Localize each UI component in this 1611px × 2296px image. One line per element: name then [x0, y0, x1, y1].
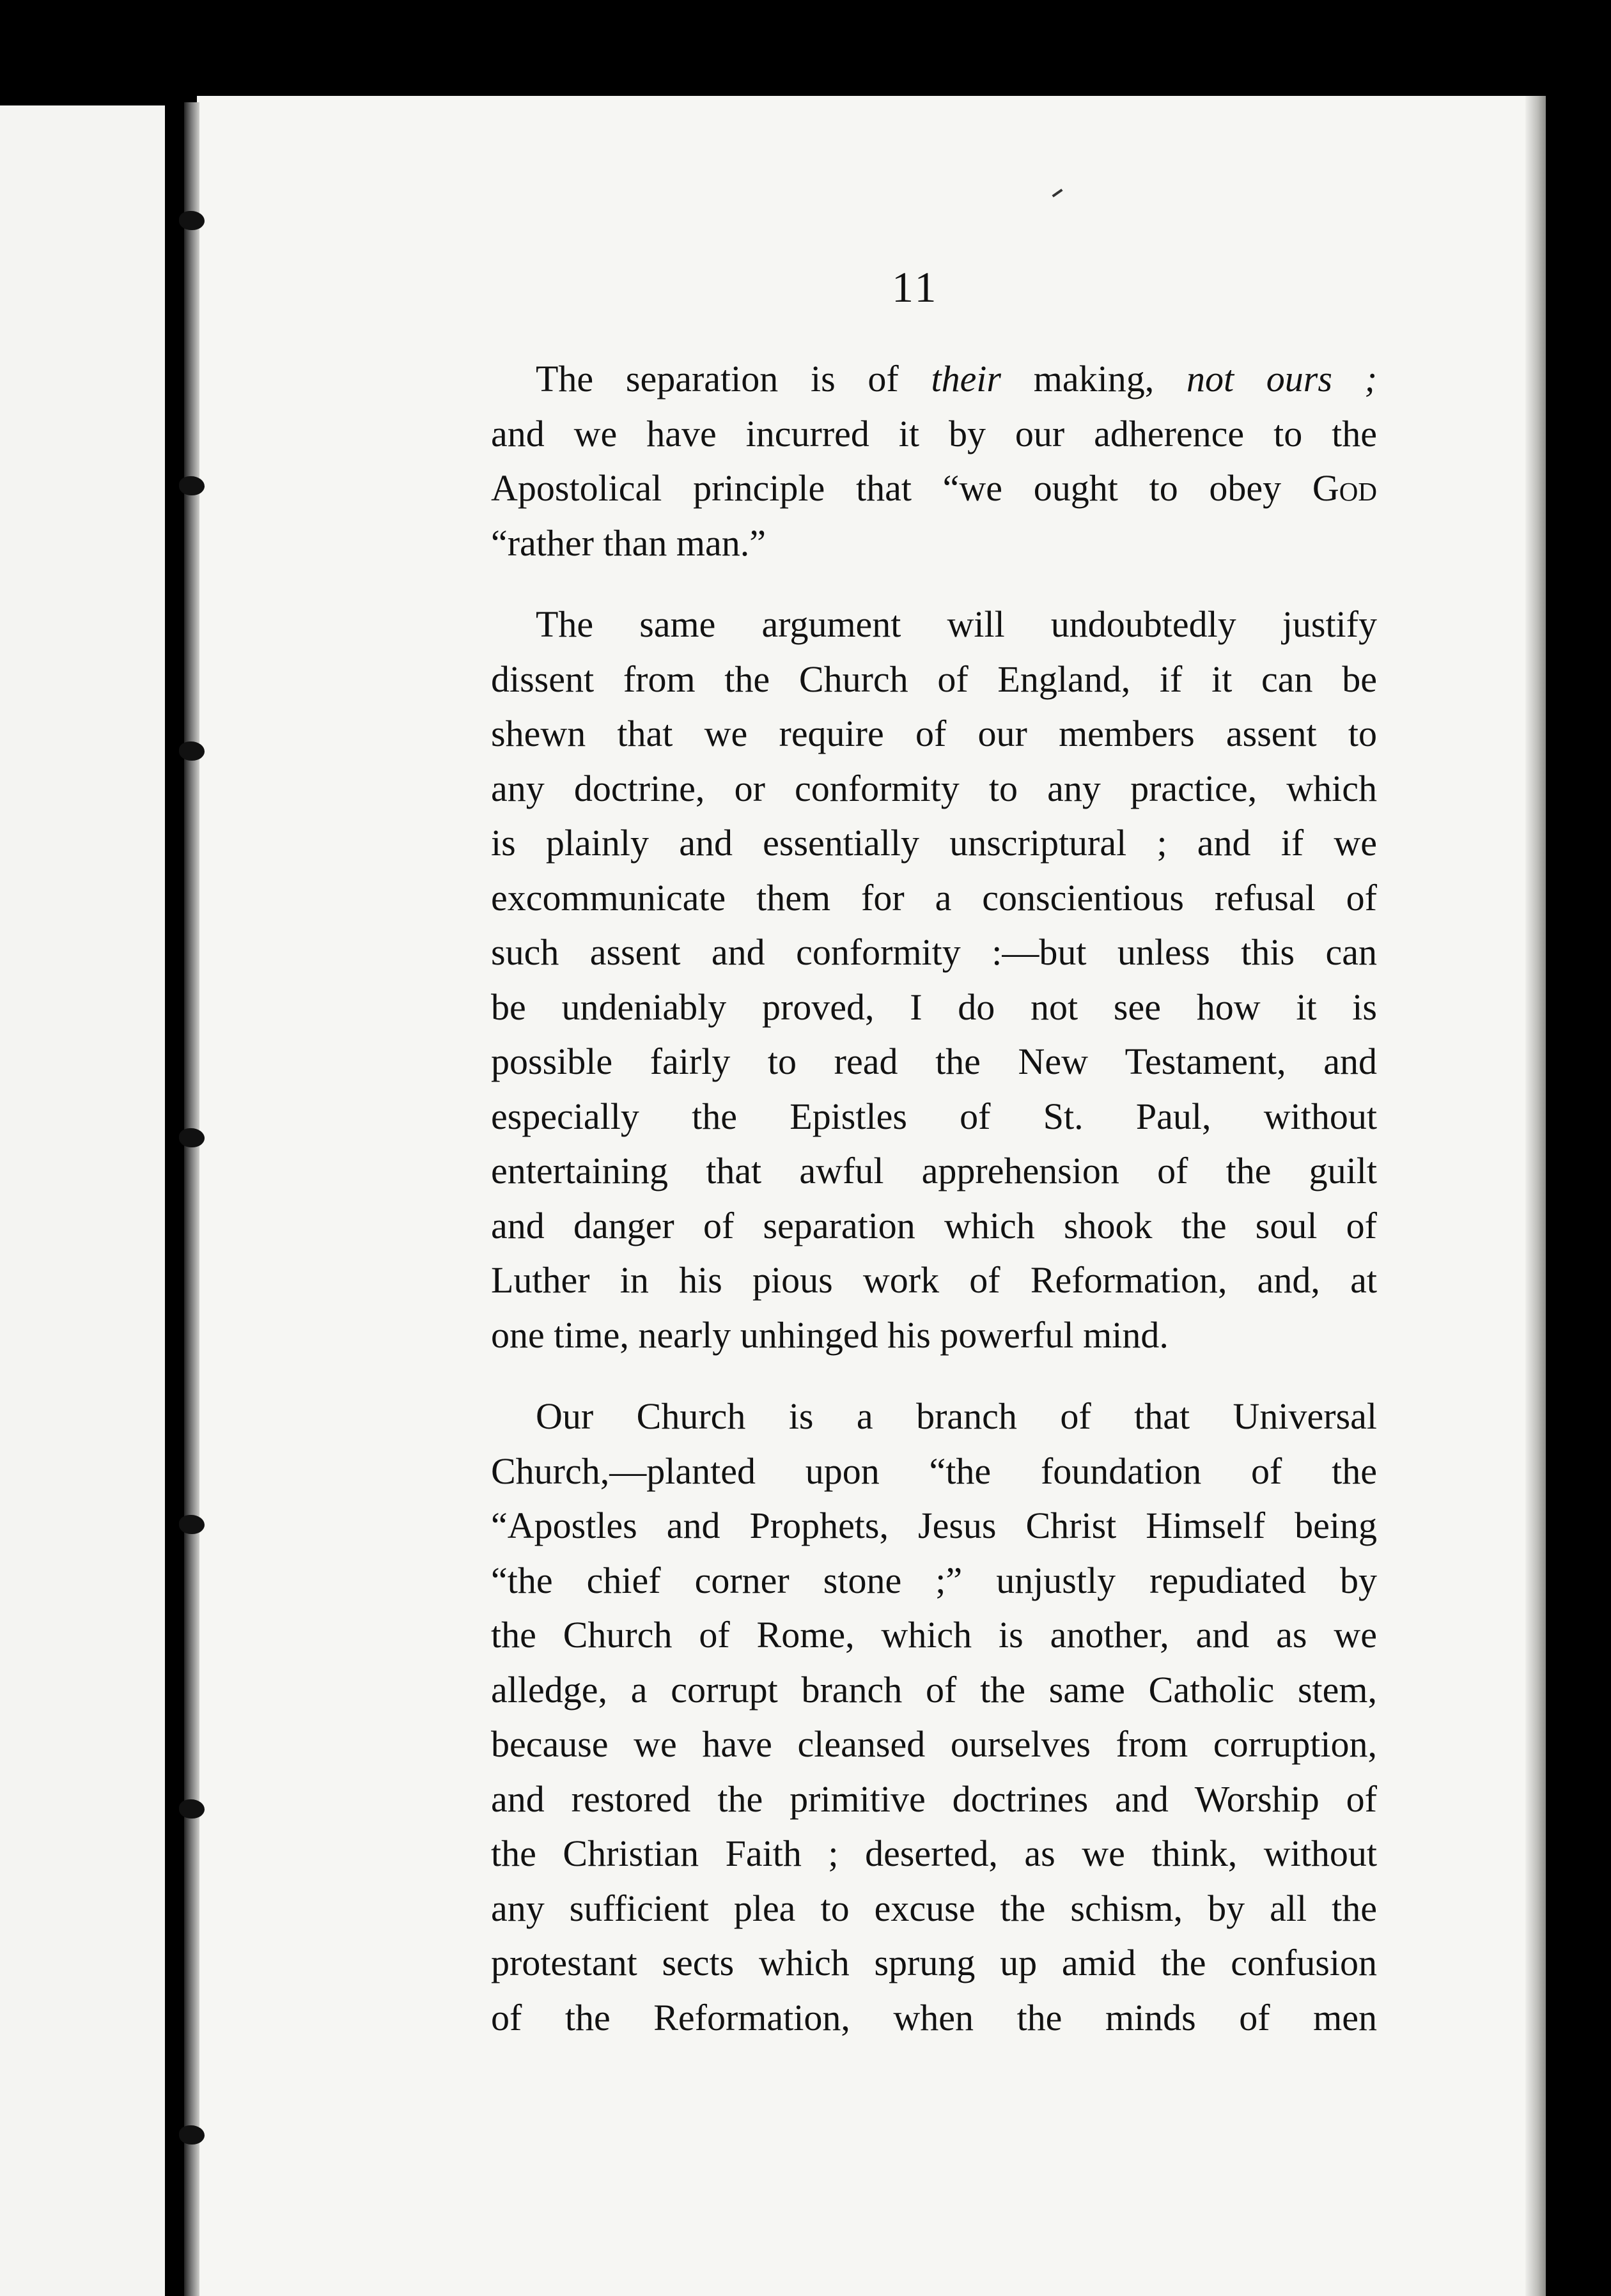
text-line: and danger of separation which shook the soul of: [491, 1204, 1377, 1246]
text-line: is plainly and essentially unscriptural ; and if we: [491, 822, 1377, 864]
text-line: any sufficient plea to excuse the schism, by all the: [491, 1887, 1377, 1929]
text-line: Apostolical principle that “we ought to obey God: [491, 467, 1377, 509]
text-line: and restored the primitive doctrines and Worship of: [491, 1778, 1377, 1820]
text-line: “the chief corner stone ;” unjustly repudiated by: [491, 1559, 1377, 1601]
text-line: be undeniably proved, I do not see how it is: [491, 986, 1377, 1028]
text-line: “rather than man.”: [491, 522, 766, 564]
text-line: The separation is of their making, not ours ;: [536, 358, 1377, 399]
binding-stitch: [179, 211, 205, 230]
text-line: the Christian Faith ; deserted, as we think, without: [491, 1833, 1377, 1874]
text-line: shewn that we require of our members assent to: [491, 713, 1377, 754]
binding-stitch: [179, 1799, 205, 1819]
binding-spine: [184, 102, 199, 2296]
binding-stitch: [179, 476, 205, 495]
paragraph-1: [491, 352, 1377, 570]
text-line: and we have incurred it by our adherence to the: [491, 412, 1377, 454]
paragraph-2: [491, 597, 1377, 1362]
binding-stitch: [179, 1515, 205, 1534]
text-line: Luther in his pious work of Reformation, and, at: [491, 1259, 1377, 1301]
binding-stitch: [179, 2125, 205, 2145]
text-line: The same argument will undoubtedly justify: [536, 603, 1377, 645]
text-line: possible fairly to read the New Testament, and: [491, 1041, 1377, 1082]
text-line: entertaining that awful apprehension of the guilt: [491, 1150, 1377, 1191]
text-line: any doctrine, or conformity to any practice, which: [491, 767, 1377, 809]
text-line: “Apostles and Prophets, Jesus Christ Himself being: [491, 1505, 1377, 1546]
text-line: protestant sects which sprung up amid the confusion: [491, 1942, 1377, 1983]
text-line: dissent from the Church of England, if it can be: [491, 658, 1377, 700]
binding-stitch: [179, 1128, 205, 1147]
facing-page-edge: [0, 105, 165, 2296]
page-edge-right: [1525, 96, 1546, 2296]
text-line: the Church of Rome, which is another, and as we: [491, 1614, 1377, 1656]
page-number: 11: [892, 263, 939, 311]
binding-stitch: [179, 741, 205, 761]
text-line: Our Church is a branch of that Universal: [536, 1395, 1377, 1437]
text-line: Church,—planted upon “the foundation of the: [491, 1450, 1377, 1492]
text-line: alledge, a corrupt branch of the same Catholic stem,: [491, 1668, 1377, 1710]
body-text: [491, 352, 1377, 2045]
text-line: of the Reformation, when the minds of men: [491, 1996, 1377, 2038]
text-line: such assent and conformity :—but unless this can: [491, 931, 1377, 973]
text-line: excommunicate them for a conscientious refusal of: [491, 876, 1377, 919]
text-line: because we have cleansed ourselves from corruption,: [491, 1723, 1377, 1765]
text-line: one time, nearly unhinged his powerful mind.: [491, 1314, 1169, 1356]
paragraph-3: [491, 1389, 1377, 2045]
text-line: especially the Epistles of St. Paul, without: [491, 1095, 1377, 1137]
